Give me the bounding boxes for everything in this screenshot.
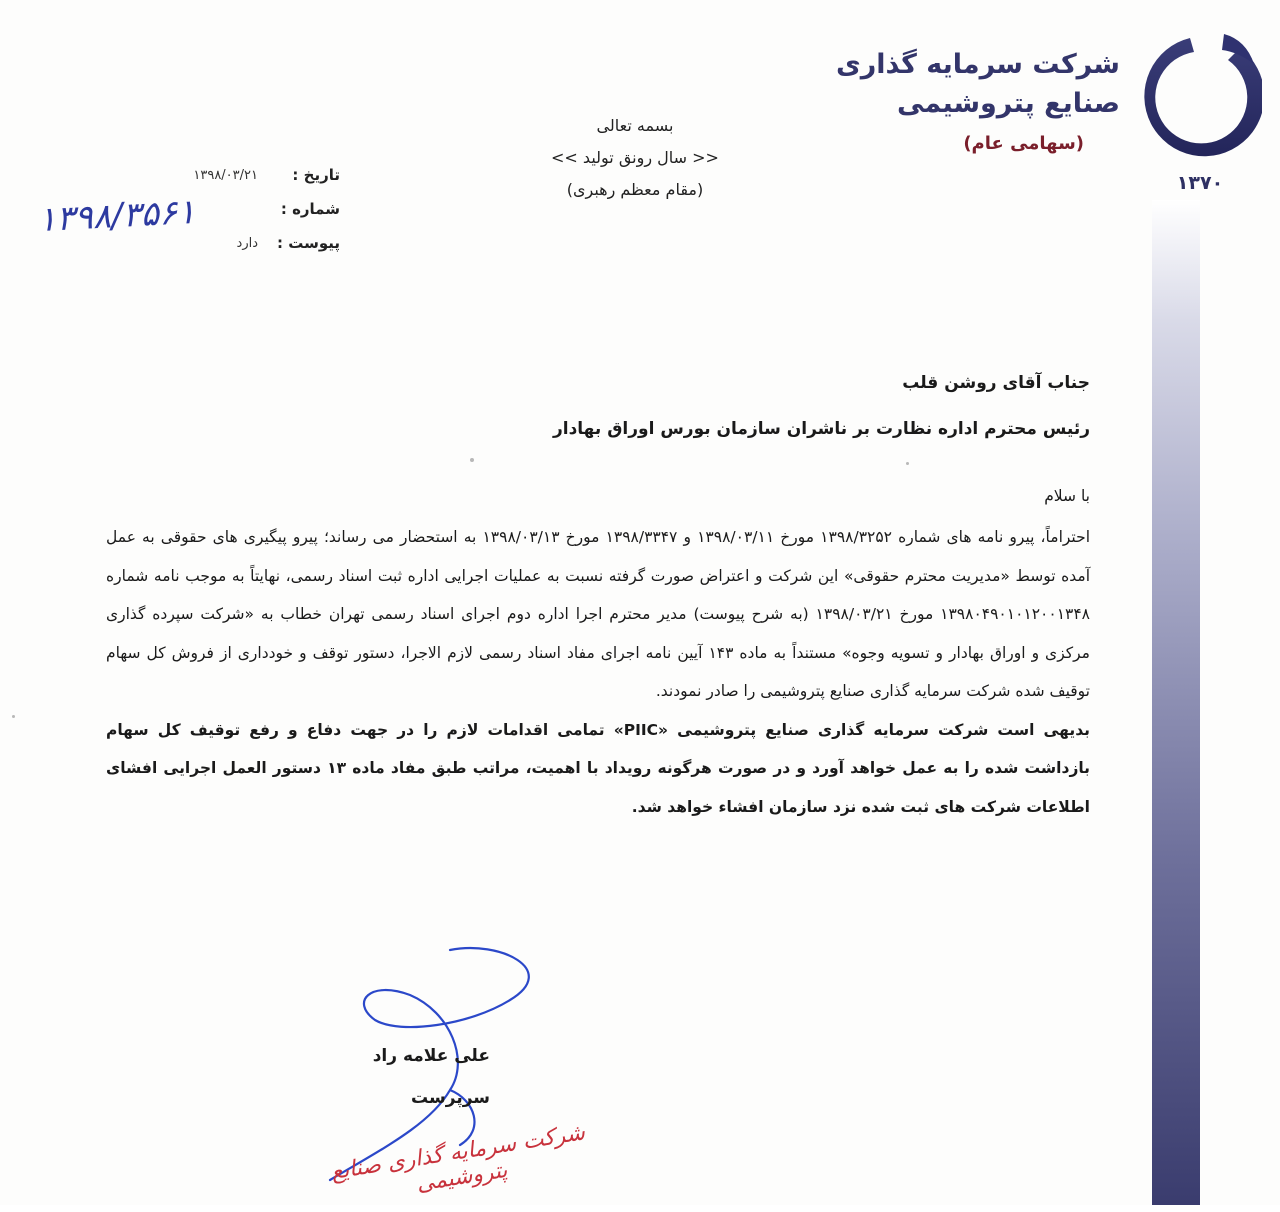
company-name [760,46,1120,164]
body-paragraph-2: بدیهی است شرکت سرمایه گذاری صنایع پتروشیمی «PIIC» تمامی اقدامات لازم را در جهت دفاع و رفع توقیف کل سهام بازداشت شده را به عمل خواهد آورد و در صورت هرگونه رویداد با اهمیت، مراتب طبق مفاد ماده ۱۳ دستور العمل اجرایی افشای اطلاعات شرکت های ثبت شده نزد سازمان افشاء خواهد شد. [106,720,1091,816]
attachment-label: پیوست : [276,234,340,252]
greeting: با سلام [1044,487,1090,505]
bismillah-text: بسمه تعالی [596,116,674,135]
scan-speck [906,462,909,465]
letter-body [106,478,1090,826]
addressee-title: رئیس محترم اداره نظارت بر ناشران سازمان بورس اوراق بهادار [552,419,1090,439]
company-name-line1: شرکت سرمایه گذاری [836,49,1120,80]
addressee [330,360,1090,452]
founded-year: ۱۳۷۰ [1176,172,1224,194]
attachment-value: دارد [236,235,258,251]
company-type: (سهامی عام) [963,133,1084,154]
addressee-name: جناب آقای روشن قلب [902,373,1090,393]
date-label: تاریخ : [292,166,340,184]
company-logo-icon [1128,30,1262,168]
company-name-line2: صنایع پتروشیمی [897,88,1120,119]
year-slogan: << سال رونق تولید >> [551,148,719,167]
number-label: شماره : [280,200,340,218]
date-value: ۱۳۹۸/۰۳/۲۱ [193,167,258,183]
date-row [110,158,340,192]
letter-number-handwritten: ۱۳۹۸/۳۵۶۱ [37,191,197,241]
company-stamp: شرکت سرمایه گذاری صنایع پتروشیمی [329,1120,587,1197]
scan-speck [470,458,474,462]
scan-speck [12,715,15,718]
signature-block [290,1035,490,1119]
signer-title: سرپرست [411,1088,490,1108]
letter-heading [470,110,800,206]
signer-name: علی علامه راد [372,1046,490,1066]
body-paragraph-1: احتراماً، پیرو نامه های شماره ۱۳۹۸/۳۲۵۲ مورخ ۱۳۹۸/۰۳/۱۱ و ۱۳۹۸/۳۳۴۷ مورخ ۱۳۹۸/۰۳/۱۳ به استحضار می رساند؛ پیرو پیگیری های حقوقی به عمل آمده توسط «مدیریت محترم حقوقی» این شرکت و اعتراض صورت گرفته نسبت به عملیات اجرایی اداره ثبت اسناد رسمی، نهایتاً به موجب نامه شماره ۱۳۹۸۰۴۹۰۱۰۱۲۰۰۱۳۴۸ مورخ ۱۳۹۸/۰۳/۲۱ (به شرح پیوست) مدیر محترم اجرا اداره دوم اجرای اسناد رسمی تهران خطاب به «شرکت سپرده گذاری مرکزی و اوراق بهادار و تسویه وجوه» مستنداً به ماده ۱۴۳ آیین نامه اجرای مفاد اسناد رسمی لازم الاجرا، دستور توقف و خودداری از فروش کل سهام توقیف شده شرکت سرمایه گذاری صنایع پتروشیمی را صادر نمودند. [106,528,1090,700]
slogan-source: (مقام معظم رهبری) [566,180,704,199]
logo-gradient-band [1152,200,1200,1205]
